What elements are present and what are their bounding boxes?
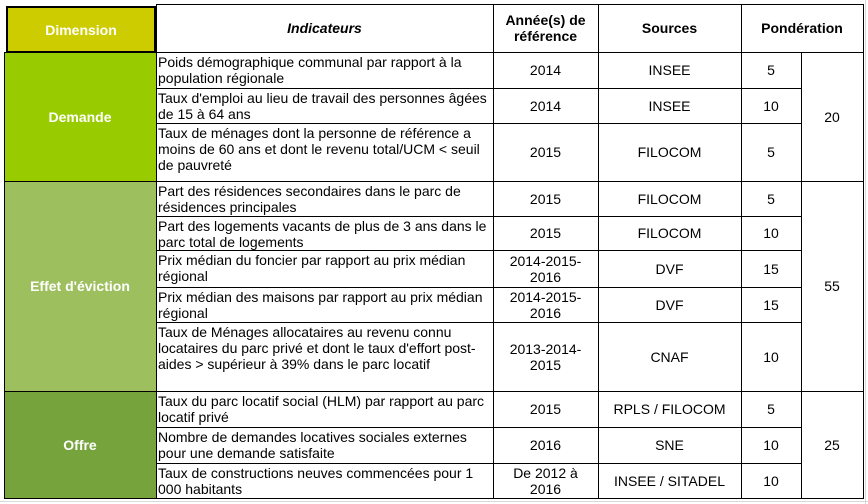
row-border (156, 216, 801, 217)
column-border (156, 4, 157, 499)
sheet-gridline (865, 0, 866, 504)
table-row-ponderation: 10 (763, 348, 779, 365)
table-row-indicateur: Taux d'emploi au lieu de travail des personnes âgées de 15 à 64 ans (158, 90, 487, 122)
table-row-source: INSEE (648, 62, 691, 78)
group-total-demande: 20 (824, 108, 840, 125)
column-border (863, 4, 864, 499)
row-border (156, 88, 801, 89)
table-row-source: INSEE (648, 97, 691, 114)
table-row-indicateur: Taux de Ménages allocataires au revenu connu locataires du parc privé et dont le taux d'effort post-aides > supérieur à 39% dans le parc locatif (158, 324, 476, 372)
table-row-source: DVF (655, 296, 684, 313)
table-row-ponderation: 15 (763, 260, 779, 277)
table-row-ponderation: 5 (767, 144, 775, 160)
column-border (598, 4, 599, 499)
table-bottom-border (4, 498, 863, 499)
row-border (156, 427, 801, 428)
row-border (156, 52, 801, 53)
table-row-source: INSEE / SITADEL (614, 472, 725, 489)
column-border (493, 4, 494, 499)
group-total-effet-eviction: 55 (824, 278, 840, 294)
table-row-indicateur: Prix médian du foncier par rapport au prix médian régional (158, 252, 466, 284)
header-dimension: Dimension (6, 6, 156, 53)
table-row-ponderation: 5 (767, 401, 775, 417)
column-border (801, 52, 802, 499)
group-top-border (4, 52, 156, 53)
table-row-indicateur: Taux du parc locatif social (HLM) par rapport au parc locatif privé (158, 393, 485, 425)
group-top-border (801, 181, 863, 182)
table-row-indicateur: Part des résidences secondaires dans le parc de résidences principales (158, 183, 461, 215)
table-row-indicateur: Part des logements vacants de plus de 3 ans dans le parc total de logements (158, 218, 487, 250)
group-top-border (4, 391, 156, 392)
row-border (156, 181, 801, 182)
header-annees: Année(s) de référence (505, 12, 586, 44)
table-row-annee: 2016 (529, 437, 562, 453)
row-border (156, 250, 801, 251)
table-row-annee: De 2012 à 2016 (513, 464, 578, 497)
table-row-annee: 2014 (529, 62, 562, 78)
header-indicateurs: Indicateurs (287, 20, 362, 36)
table-row-annee: 2014-2015-2016 (509, 288, 582, 321)
table-row-annee: 2013-2014-2015 (509, 340, 582, 373)
table-row-ponderation: 10 (763, 437, 779, 453)
table-row-source: DVF (655, 260, 684, 277)
table-row-annee: 2014-2015-2016 (509, 252, 582, 285)
group-top-border (801, 52, 863, 53)
table-row-indicateur: Taux de constructions neuves commencées pour 1 000 habitants (158, 465, 474, 497)
group-top-border (4, 181, 156, 182)
row-border (156, 322, 801, 323)
table-row-annee: 2015 (529, 225, 562, 241)
table-row-source: SNE (655, 437, 684, 453)
row-border (156, 287, 801, 288)
column-border (741, 4, 742, 499)
row-border (156, 123, 801, 124)
group-total-offre: 25 (824, 436, 840, 453)
header-top-border (156, 4, 863, 5)
group-label-effet-eviction: Effet d'éviction (4, 181, 156, 391)
table-row-ponderation: 10 (763, 225, 779, 241)
group-label-demande: Demande (4, 52, 156, 181)
table-row-source: FILOCOM (637, 144, 702, 160)
sheet-gridline (0, 501, 868, 502)
table-row-indicateur: Nombre de demandes locatives sociales externes pour une demande satisfaite (158, 429, 467, 461)
table-row-source: RPLS / FILOCOM (613, 401, 726, 417)
table-row-annee: 2015 (529, 401, 562, 417)
table-row-annee: 2014 (529, 97, 562, 114)
header-ponderation: Pondération (761, 20, 843, 36)
table-row-ponderation: 5 (767, 62, 775, 78)
table-row-ponderation: 10 (763, 97, 779, 114)
table-row-source: FILOCOM (637, 225, 702, 241)
row-border (156, 391, 801, 392)
row-border (156, 463, 801, 464)
table-row-ponderation: 5 (767, 190, 775, 207)
table-row-annee: 2015 (529, 190, 562, 207)
group-top-border (801, 391, 863, 392)
table-row-source: CNAF (650, 348, 689, 365)
table-row-ponderation: 15 (763, 296, 779, 313)
table-row-annee: 2015 (529, 144, 562, 160)
table-row-ponderation: 10 (763, 472, 779, 489)
header-sources: Sources (641, 20, 698, 36)
table-row-indicateur: Poids démographique communal par rapport à la population régionale (158, 54, 462, 86)
table-row-indicateur: Prix médian des maisons par rapport au prix médian régional (158, 289, 483, 321)
table-row-source: FILOCOM (637, 190, 702, 207)
group-label-offre: Offre (4, 391, 156, 498)
table-row-indicateur: Taux de ménages dont la personne de référence a moins de 60 ans et dont le revenu total/UCM < seuil de pauvreté (158, 125, 480, 173)
column-border (4, 52, 5, 499)
